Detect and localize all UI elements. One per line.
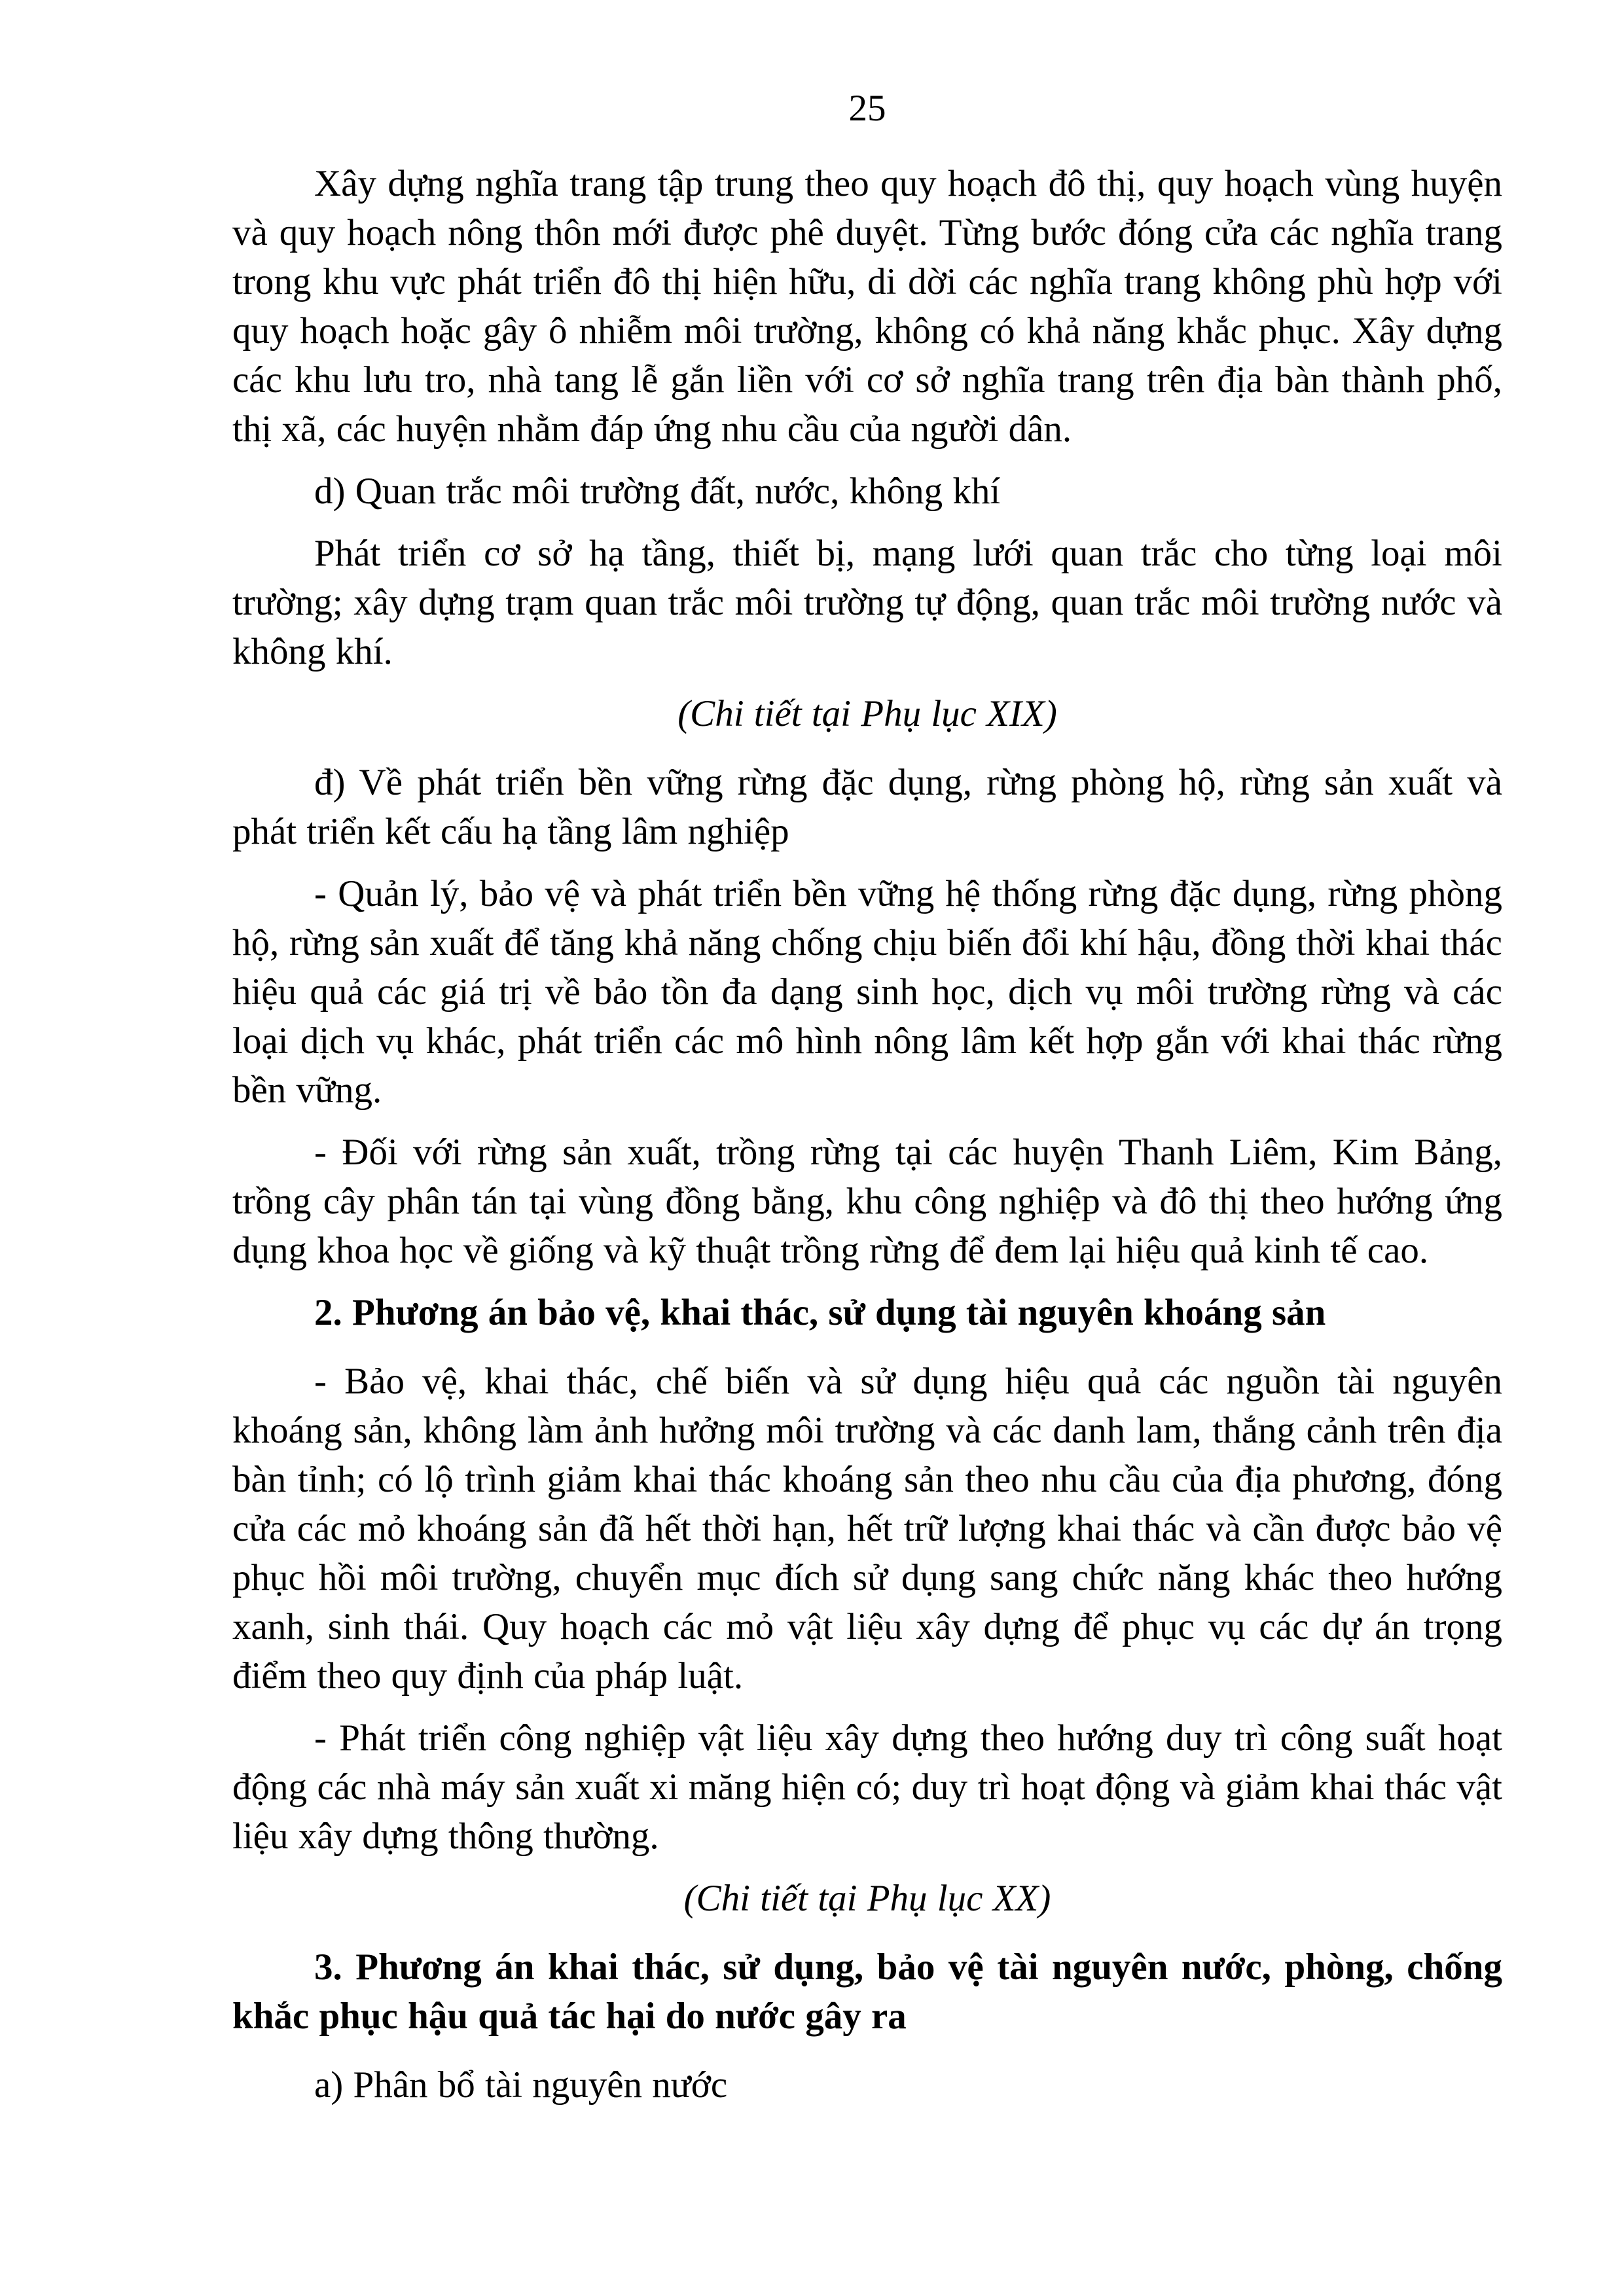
appendix-reference-xix: (Chi tiết tại Phụ lục XIX)	[677, 693, 1057, 734]
paragraph-production-forest: - Đối với rừng sản xuất, trồng rừng tại các huyện Thanh Liêm, Kim Bảng, trồng cây phân tán tại vùng đồng bằng, khu công nghiệp và đô thị theo hướng ứng dụng khoa học về giống và kỹ thuật trồng rừng để đem lại hiệu quả kinh tế cao.	[232, 1132, 1502, 1271]
paragraph-monitoring-infrastructure: Phát triển cơ sở hạ tầng, thiết bị, mạng lưới quan trắc cho từng loại môi trường; xây dựng trạm quan trắc môi trường tự động, quan trắc môi trường nước và không khí.	[232, 533, 1502, 672]
paragraph-forest-management: - Quản lý, bảo vệ và phát triển bền vững hệ thống rừng đặc dụng, rừng phòng hộ, rừng sản xuất để tăng khả năng chống chịu biến đổi khí hậu, đồng thời khai thác hiệu quả các giá trị về bảo tồn đa dạng sinh học, dịch vụ môi trường rừng và các loại dịch vụ khác, phát triển các mô hình nông lâm kết hợp gắn với khai thác rừng bền vững.	[232, 873, 1502, 1111]
paragraph-mineral-protection: - Bảo vệ, khai thác, chế biến và sử dụng hiệu quả các nguồn tài nguyên khoáng sản, không làm ảnh hưởng môi trường và các danh lam, thắng cảnh trên địa bàn tỉnh; có lộ trình giảm khai thác khoáng sản theo nhu cầu của địa phương, đóng cửa các mỏ khoáng sản đã hết thời hạn, hết trữ lượng khai thác và cần được bảo vệ phục hồi môi trường, chuyển mục đích sử dụng sang chức năng khác theo hướng xanh, sinh thái. Quy hoạch các mỏ vật liệu xây dựng để phục vụ các dự án trọng điểm theo quy định của pháp luật.	[232, 1361, 1502, 1696]
page-number: 25	[848, 88, 886, 129]
section-heading-2-minerals: 2. Phương án bảo vệ, khai thác, sử dụng tài nguyên khoáng sản	[314, 1292, 1326, 1333]
paragraph-construction-materials: - Phát triển công nghiệp vật liệu xây dựng theo hướng duy trì công suất hoạt động các nhà máy sản xuất xi măng hiện có; duy trì hoạt động và giảm khai thác vật liệu xây dựng thông thường.	[232, 1717, 1502, 1857]
item-a-water-allocation: a) Phân bổ tài nguyên nước	[314, 2064, 728, 2106]
paragraph-cemetery-planning: Xây dựng nghĩa trang tập trung theo quy hoạch đô thị, quy hoạch vùng huyện và quy hoạch nông thôn mới được phê duyệt. Từng bước đóng cửa các nghĩa trang trong khu vực phát triển đô thị hiện hữu, di dời các nghĩa trang không phù hợp với quy hoạch hoặc gây ô nhiễm môi trường, không có khả năng khắc phục. Xây dựng các khu lưu tro, nhà tang lễ gắn liền với cơ sở nghĩa trang trên địa bàn thành phố, thị xã, các huyện nhằm đáp ứng nhu cầu của người dân.	[232, 163, 1502, 450]
appendix-reference-xx: (Chi tiết tại Phụ lục XX)	[683, 1878, 1051, 1919]
item-dd-forest-development: đ) Về phát triển bền vững rừng đặc dụng, rừng phòng hộ, rừng sản xuất và phát triển kết cấu hạ tầng lâm nghiệp	[232, 762, 1502, 852]
section-heading-3-water-resources: 3. Phương án khai thác, sử dụng, bảo vệ tài nguyên nước, phòng, chống khắc phục hậu quả tác hại do nước gây ra	[232, 1946, 1502, 2037]
item-d-environment-monitoring: d) Quan trắc môi trường đất, nước, không khí	[314, 471, 1001, 512]
